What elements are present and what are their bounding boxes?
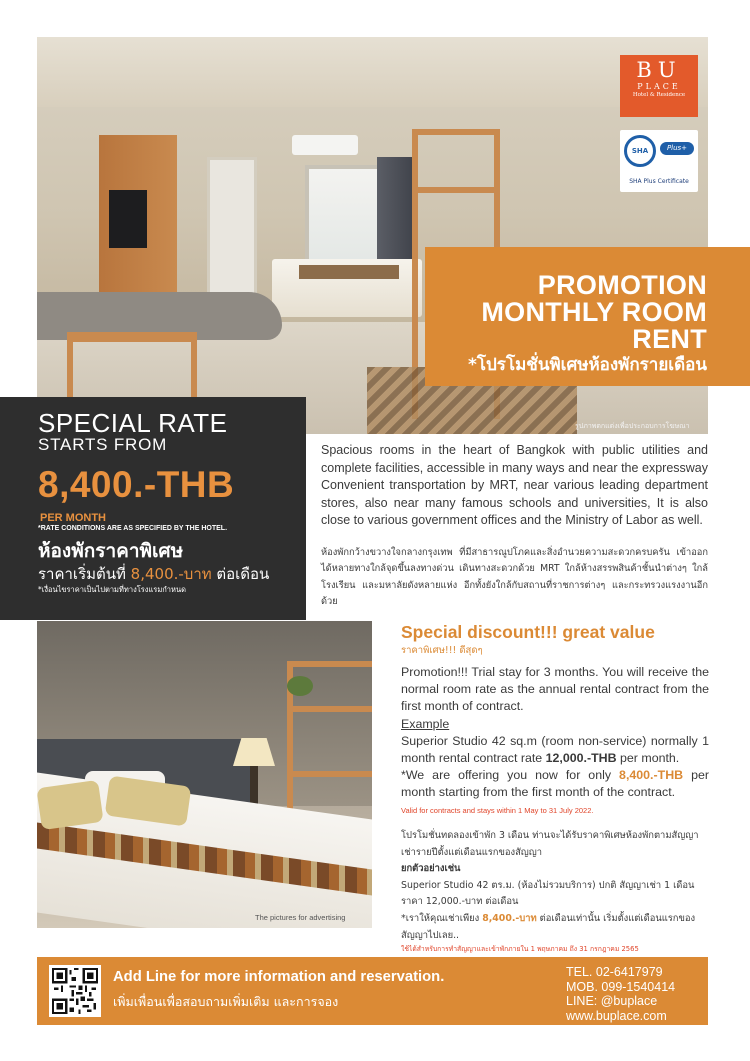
sha-certificate-label: SHA Plus Certificate xyxy=(629,178,689,185)
advertising-caption: The pictures for advertising xyxy=(255,913,346,922)
example-text xyxy=(401,733,709,767)
thai-offer-text xyxy=(401,911,709,944)
thai-rate-suffix: ต่อเดือน xyxy=(211,565,270,583)
line-qr-code-icon[interactable] xyxy=(49,965,101,1017)
sha-plus-certificate xyxy=(620,130,698,192)
example-rate: 12,000.-THB xyxy=(545,751,617,766)
contact-line[interactable]: LINE: @buplace xyxy=(566,994,658,1009)
thai-validity-note: ใช้ได้สำหรับการทำสัญญาและเข้าพักภายใน 1 พฤษภาคม ถึง 31 กรกฎาคม 2565 xyxy=(401,945,639,954)
thai-rate-prefix: ราคาเริ่มต้นที่ xyxy=(38,565,131,583)
sha-plus-badge: Plus+ xyxy=(660,142,694,155)
starts-from-heading: STARTS FROM xyxy=(38,435,168,454)
footer-line-thai: เพิ่มเพื่อนเพื่อสอบถามเพิ่มเติม และการจอง xyxy=(113,994,339,1009)
offer-price: 8,400.-THB xyxy=(619,768,684,783)
sha-seal-text: SHA xyxy=(631,147,649,155)
photo-air-conditioner xyxy=(292,135,358,155)
thai-discount-body xyxy=(401,828,709,955)
discount-paragraph: Promotion!!! Trial stay for 3 months. You will receive the normal room rate as the annual rental contract from the first month of contract. xyxy=(401,665,709,714)
logo-place-text: PLACE xyxy=(637,82,681,91)
promotion-thai-title: *โปรโมชั่นพิเศษห้องพักรายเดือน xyxy=(468,355,707,375)
sha-seal-icon xyxy=(624,135,656,167)
contact-website-link[interactable]: www.buplace.com xyxy=(566,1008,667,1023)
per-month-label: PER MONTH xyxy=(40,512,106,524)
thai-offer-price: 8,400.-บาท xyxy=(482,912,537,924)
photo-bed-runner xyxy=(299,265,399,279)
contact-mob[interactable]: MOB. 099-1540414 xyxy=(566,979,676,994)
thai-rate-price xyxy=(38,564,306,584)
contact-details xyxy=(566,965,675,1023)
thai-rate-title: ห้องพักราคาพิเศษ xyxy=(38,540,184,562)
special-rate-panel xyxy=(0,397,306,620)
photo-tv xyxy=(109,190,147,248)
example-label: Example xyxy=(401,716,450,731)
promotion-banner xyxy=(425,247,750,386)
description-english: Spacious rooms in the heart of Bangkok with public utilities and complete facilities, accessible in many ways and near the expressway Convenient transportation by MRT, near various leading department stores, also near many famous schools and universities, It is also close to various government offices and the Ministry of Labor as well. xyxy=(321,443,708,528)
logo-bu-text: BU xyxy=(636,58,682,82)
promotion-line-1: PROMOTION xyxy=(537,270,707,300)
discount-subtitle: ราคาพิเศษ!!! ดีสุดๆ xyxy=(401,645,483,656)
bedroom-photo xyxy=(37,621,372,928)
promotion-line-3: RENT xyxy=(632,324,707,354)
footer-line-english: Add Line for more information and reservation. xyxy=(113,969,445,985)
offer-text xyxy=(401,767,709,801)
rate-price: 8,400.-THB xyxy=(38,464,235,505)
discount-title: Special discount!!! great value xyxy=(401,622,655,642)
thai-example-text: Superior Studio 42 ตร.ม. (ห้องไม่รวมบริการ) ปกติ สัญญาเช่า 1 เดือน ราคา 12,000.-บาท ต่อเดือน xyxy=(401,879,695,908)
contact-footer xyxy=(37,957,708,1025)
photo-bookshelf-board xyxy=(287,706,372,712)
contact-tel[interactable]: TEL. 02-6417979 xyxy=(566,965,663,979)
offer-prefix: *We are offering you now for only xyxy=(401,768,620,783)
promotion-line-2: MONTHLY ROOM xyxy=(481,297,707,327)
discount-body xyxy=(401,664,709,816)
example-suffix: per month. xyxy=(616,751,680,766)
photo-bookshelf-board xyxy=(287,771,372,777)
photo-door xyxy=(207,157,257,307)
thai-offer-prefix: *เราให้คุณเช่าเพียง xyxy=(401,912,483,924)
thai-discount-paragraph: โปรโมชั่นทดลองเข้าพัก 3 เดือน ท่านจะได้รับราคาพิเศษห้องพักตามสัญญาเช่ารายปีตั้งแต่เดือนแรกของสัญญา xyxy=(401,830,699,858)
special-rate-heading: SPECIAL RATE xyxy=(38,408,228,438)
thai-offer-suffix: ต่อเดือนเท่านั้น เริ่มตั้งแต่เดือนแรกของสัญญาไปเลย.. xyxy=(401,912,696,941)
bu-place-logo xyxy=(620,55,698,117)
photo-pillow xyxy=(37,780,104,830)
photo-ceiling xyxy=(37,37,708,107)
qr-code-graphic xyxy=(52,968,98,1014)
photo-plant xyxy=(287,676,313,696)
example-prefix: Superior Studio 42 sq.m (room non-service) normally 1 month rental contract rate xyxy=(401,733,709,766)
description-thai: ห้องพักกว้างขวางใจกลางกรุงเทพ ที่มีสาธารณูปโภคและสิ่งอำนวยความสะดวกครบครัน เข้าออกได้หลายทางใกล้จุดขึ้นลงทางด่วน เดินทางสะดวกด้วย MRT ใกล้ห้างสรรพสินค้าชั้นนำต่างๆ ใกล้โรงเรียน และมหาลัยดังหลายแห่ง อีกทั้งยังใกล้กับสถานที่ราชการต่างๆ และกระทรวงแรงงานอีกด้วย xyxy=(321,547,708,608)
hero-photo-caption: รูปภาพตกแต่งเพื่อประกอบการโฆษณา xyxy=(575,422,690,430)
thai-rate-value: 8,400.-บาท xyxy=(130,565,212,583)
thai-example-label: ยกตัวอย่างเช่น xyxy=(401,863,461,875)
rate-conditions: *RATE CONDITIONS ARE AS SPECIFIED BY THE HOTEL. xyxy=(38,525,228,532)
photo-shelf-board xyxy=(412,187,500,193)
validity-note: Valid for contracts and stays within 1 May to 31 July 2022. xyxy=(401,805,594,815)
offer-suffix: per month starting from the first month of the contract. xyxy=(401,768,709,800)
thai-rate-note: *เงื่อนไขราคาเป็นไปตามที่ทางโรงแรมกำหนด xyxy=(38,585,186,594)
logo-hotel-text: Hotel & Residence xyxy=(632,92,686,98)
